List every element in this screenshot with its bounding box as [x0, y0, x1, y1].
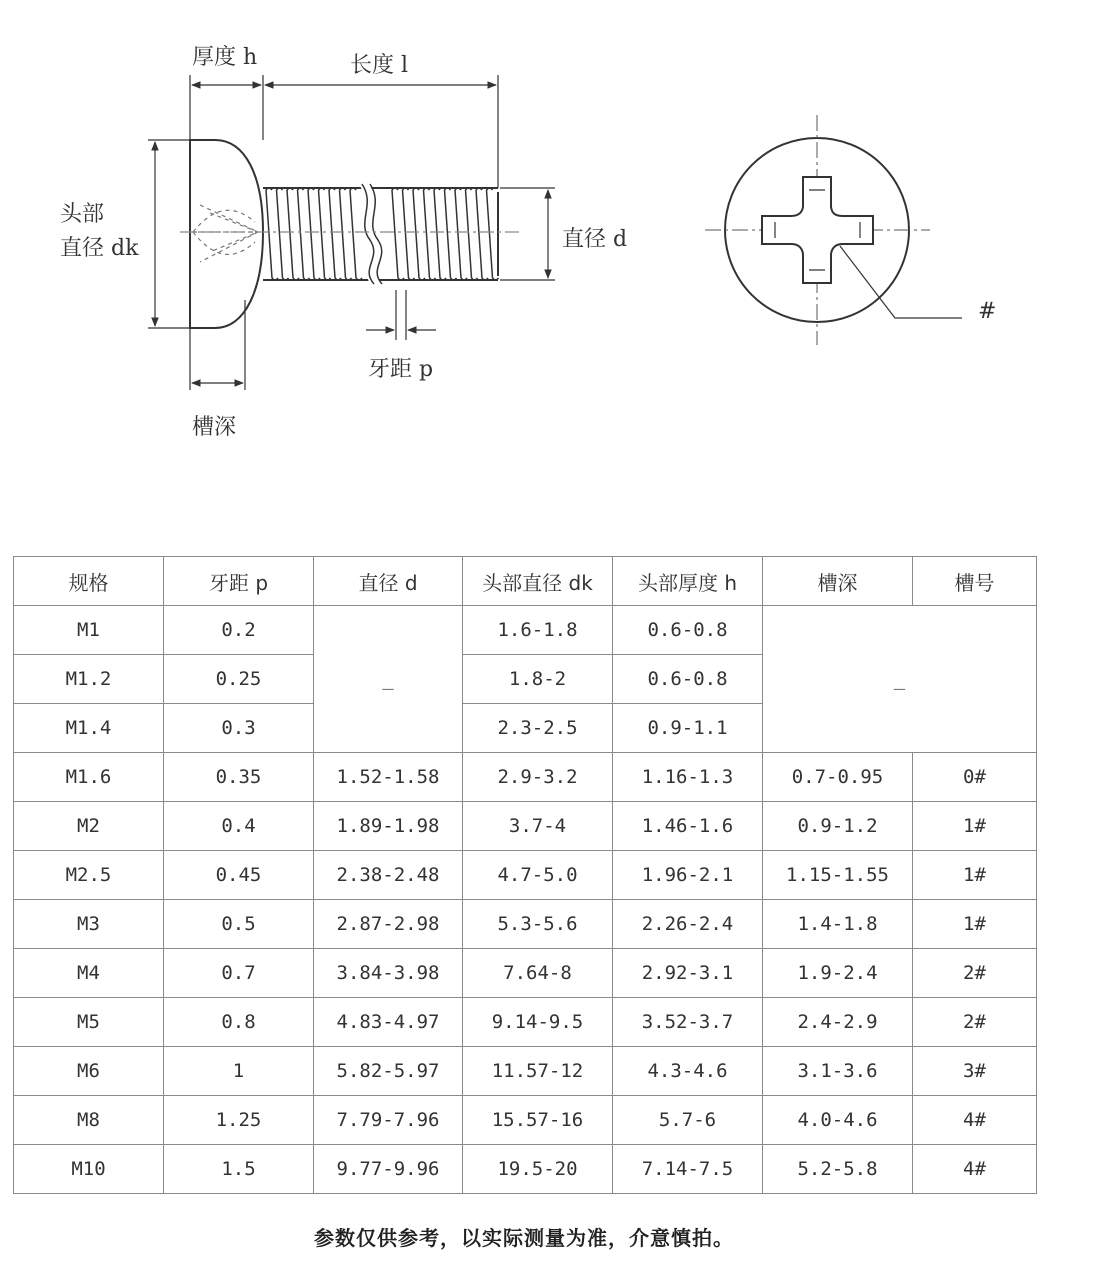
table-header-row: [14, 557, 1037, 606]
cell-pitch: 0.3: [164, 704, 314, 753]
cell-diameter: 4.83-4.97: [314, 998, 463, 1047]
cell-diameter: 2.87-2.98: [314, 900, 463, 949]
header-spec: 规格: [14, 557, 164, 606]
cell-head-diameter: 15.57-16: [463, 1096, 613, 1145]
cell-spec: M1.2: [14, 655, 164, 704]
length-label: 长度 l: [350, 53, 409, 78]
cell-head-thickness: 0.6-0.8: [613, 606, 763, 655]
screw-drawing: [0, 0, 1103, 500]
cell-head-thickness: 3.52-3.7: [613, 998, 763, 1047]
cell-diameter: 1.52-1.58: [314, 753, 463, 802]
cell-slot-no: 4#: [913, 1096, 1037, 1145]
head-diameter-label-line1: 头部: [60, 202, 105, 227]
header-head-diameter: 头部直径 dk: [463, 557, 613, 606]
cell-slot-depth: 1.15-1.55: [763, 851, 913, 900]
cell-head-diameter: 1.8-2: [463, 655, 613, 704]
cell-pitch: 0.5: [164, 900, 314, 949]
screw-diagram: [0, 0, 1103, 500]
header-slot-no: 槽号: [913, 557, 1037, 606]
cell-spec: M1.6: [14, 753, 164, 802]
cell-head-thickness: 1.46-1.6: [613, 802, 763, 851]
cell-diameter: 1.89-1.98: [314, 802, 463, 851]
cell-spec: M5: [14, 998, 164, 1047]
cell-diameter: 7.79-7.96: [314, 1096, 463, 1145]
cell-slot-merged: _: [763, 606, 1037, 753]
cell-head-diameter: 9.14-9.5: [463, 998, 613, 1047]
footer-note: 参数仅供参考，以实际测量为准，介意慎拍。: [314, 1226, 734, 1250]
cell-slot-depth: 4.0-4.6: [763, 1096, 913, 1145]
cell-pitch: 0.45: [164, 851, 314, 900]
diameter-label: 直径 d: [562, 227, 628, 252]
cell-slot-depth: 1.4-1.8: [763, 900, 913, 949]
cell-spec: M4: [14, 949, 164, 998]
cell-head-diameter: 2.3-2.5: [463, 704, 613, 753]
head-diameter-label-line2: 直径 dk: [60, 236, 139, 261]
cell-pitch: 0.2: [164, 606, 314, 655]
cell-spec: M2: [14, 802, 164, 851]
cell-slot-no: 4#: [913, 1145, 1037, 1194]
cell-spec: M2.5: [14, 851, 164, 900]
cell-pitch: 0.35: [164, 753, 314, 802]
cell-spec: M8: [14, 1096, 164, 1145]
cell-head-diameter: 19.5-20: [463, 1145, 613, 1194]
cell-spec: M10: [14, 1145, 164, 1194]
cell-slot-no: 3#: [913, 1047, 1037, 1096]
cell-slot-no: 1#: [913, 851, 1037, 900]
spec-table: [13, 556, 1037, 1194]
slot-depth-label: 槽深: [192, 415, 237, 440]
table-row: [14, 998, 1037, 1047]
table-row: [14, 1145, 1037, 1194]
cell-spec: M1: [14, 606, 164, 655]
cell-pitch: 1.5: [164, 1145, 314, 1194]
cell-head-diameter: 3.7-4: [463, 802, 613, 851]
cell-pitch: 0.7: [164, 949, 314, 998]
cell-slot-depth: 3.1-3.6: [763, 1047, 913, 1096]
table-row: [14, 606, 1037, 655]
cell-head-diameter: 11.57-12: [463, 1047, 613, 1096]
cell-slot-depth: 2.4-2.9: [763, 998, 913, 1047]
slot-number-label: #: [978, 299, 997, 324]
cell-pitch: 0.4: [164, 802, 314, 851]
cell-slot-no: 0#: [913, 753, 1037, 802]
cell-slot-no: 1#: [913, 802, 1037, 851]
cell-diameter-merged: _: [314, 606, 463, 753]
cell-pitch: 0.25: [164, 655, 314, 704]
table-row: [14, 851, 1037, 900]
cell-spec: M1.4: [14, 704, 164, 753]
thickness-label: 厚度 h: [192, 45, 258, 70]
cell-diameter: 9.77-9.96: [314, 1145, 463, 1194]
cell-head-diameter: 4.7-5.0: [463, 851, 613, 900]
cell-pitch: 1.25: [164, 1096, 314, 1145]
table-row: [14, 900, 1037, 949]
cell-slot-depth: 0.7-0.95: [763, 753, 913, 802]
cell-slot-no: 2#: [913, 998, 1037, 1047]
cell-spec: M3: [14, 900, 164, 949]
screw-top-view: [705, 115, 962, 345]
header-pitch: 牙距 p: [164, 557, 314, 606]
table-row: [14, 753, 1037, 802]
cell-head-thickness: 4.3-4.6: [613, 1047, 763, 1096]
table-row: [14, 802, 1037, 851]
table-row: [14, 1047, 1037, 1096]
cell-head-diameter: 7.64-8: [463, 949, 613, 998]
cell-slot-depth: 1.9-2.4: [763, 949, 913, 998]
cell-diameter: 5.82-5.97: [314, 1047, 463, 1096]
cell-head-thickness: 0.9-1.1: [613, 704, 763, 753]
cell-head-diameter: 2.9-3.2: [463, 753, 613, 802]
header-head-thickness: 头部厚度 h: [613, 557, 763, 606]
table-row: [14, 1096, 1037, 1145]
cell-head-thickness: 5.7-6: [613, 1096, 763, 1145]
cell-slot-no: 1#: [913, 900, 1037, 949]
cell-head-thickness: 2.26-2.4: [613, 900, 763, 949]
cell-pitch: 0.8: [164, 998, 314, 1047]
cell-pitch: 1: [164, 1047, 314, 1096]
cell-diameter: 3.84-3.98: [314, 949, 463, 998]
pitch-label: 牙距 p: [368, 357, 434, 382]
cell-head-diameter: 5.3-5.6: [463, 900, 613, 949]
header-diameter: 直径 d: [314, 557, 463, 606]
cell-slot-depth: 5.2-5.8: [763, 1145, 913, 1194]
cell-head-thickness: 0.6-0.8: [613, 655, 763, 704]
cell-diameter: 2.38-2.48: [314, 851, 463, 900]
cell-head-thickness: 1.96-2.1: [613, 851, 763, 900]
cell-spec: M6: [14, 1047, 164, 1096]
table-row: [14, 949, 1037, 998]
cell-slot-no: 2#: [913, 949, 1037, 998]
cell-head-thickness: 2.92-3.1: [613, 949, 763, 998]
header-slot-depth: 槽深: [763, 557, 913, 606]
cell-head-thickness: 7.14-7.5: [613, 1145, 763, 1194]
cell-head-diameter: 1.6-1.8: [463, 606, 613, 655]
cell-head-thickness: 1.16-1.3: [613, 753, 763, 802]
cell-slot-depth: 0.9-1.2: [763, 802, 913, 851]
